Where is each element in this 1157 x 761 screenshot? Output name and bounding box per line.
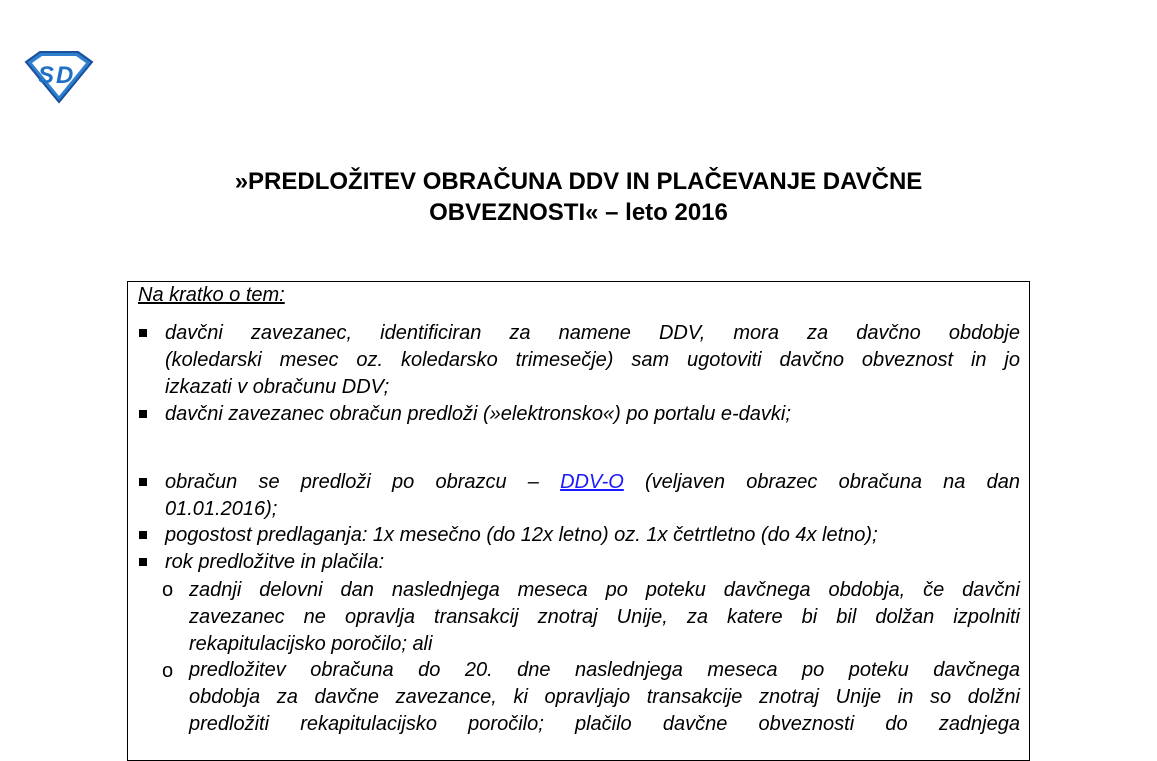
- sub-list-item: zadnji delovni dan naslednjega meseca po poteku davčnega obdobja, če davčni zavezanec ne opravlja transakcij znotraj Unije, za katere bi bil dolžan izpolniti rekapitulacijsko poročilo; ali: [189, 579, 1020, 655]
- title-line-1: »PREDLOŽITEV OBRAČUNA DDV IN PLAČEVANJE DAVČNE: [234, 168, 923, 195]
- square-bullet-icon: [139, 329, 147, 337]
- square-bullet-icon: [139, 558, 147, 566]
- sub-list-item: predložitev obračuna do 20. dne naslednjega meseca po poteku davčnega obdobja za davčne zavezance, ki opravljajo transakcije znotraj Unije in so dolžni predložiti rekapitulacijsko poročilo; plačilo davčne obveznosti do zadnjega: [189, 659, 1020, 735]
- square-bullet-icon: [139, 531, 147, 539]
- square-bullet-icon: [139, 478, 147, 486]
- list-item: obračun se predloži po obrazcu – DDV-O (veljaven obrazec obračuna na dan 01.01.2016);: [165, 471, 1020, 520]
- company-logo: [22, 48, 96, 104]
- list-item: davčni zavezanec obračun predloži (»elektronsko«) po portalu e-davki;: [165, 403, 791, 425]
- summary-heading: Na kratko o tem:: [138, 284, 285, 306]
- svg-text:S: S: [38, 62, 55, 89]
- svg-text:D: D: [56, 62, 74, 89]
- ddv-o-link[interactable]: DDV-O: [560, 471, 624, 493]
- circle-bullet-icon: o: [162, 660, 174, 682]
- list-item: pogostost predlaganja: 1x mesečno (do 12x letno) oz. 1x četrtletno (do 4x letno);: [165, 524, 878, 546]
- circle-bullet-icon: o: [162, 579, 174, 601]
- square-bullet-icon: [139, 410, 147, 418]
- title-line-2: OBVEZNOSTI« – leto 2016: [429, 199, 728, 226]
- list-item: davčni zavezanec, identificiran za namene DDV, mora za davčno obdobje (koledarski mesec oz. koledarsko trimesečje) sam ugotoviti davčno obveznost in jo izkazati v obračunu DDV;: [165, 322, 1020, 398]
- list-item: rok predložitve in plačila:: [165, 551, 384, 573]
- document-title: [0, 166, 1157, 228]
